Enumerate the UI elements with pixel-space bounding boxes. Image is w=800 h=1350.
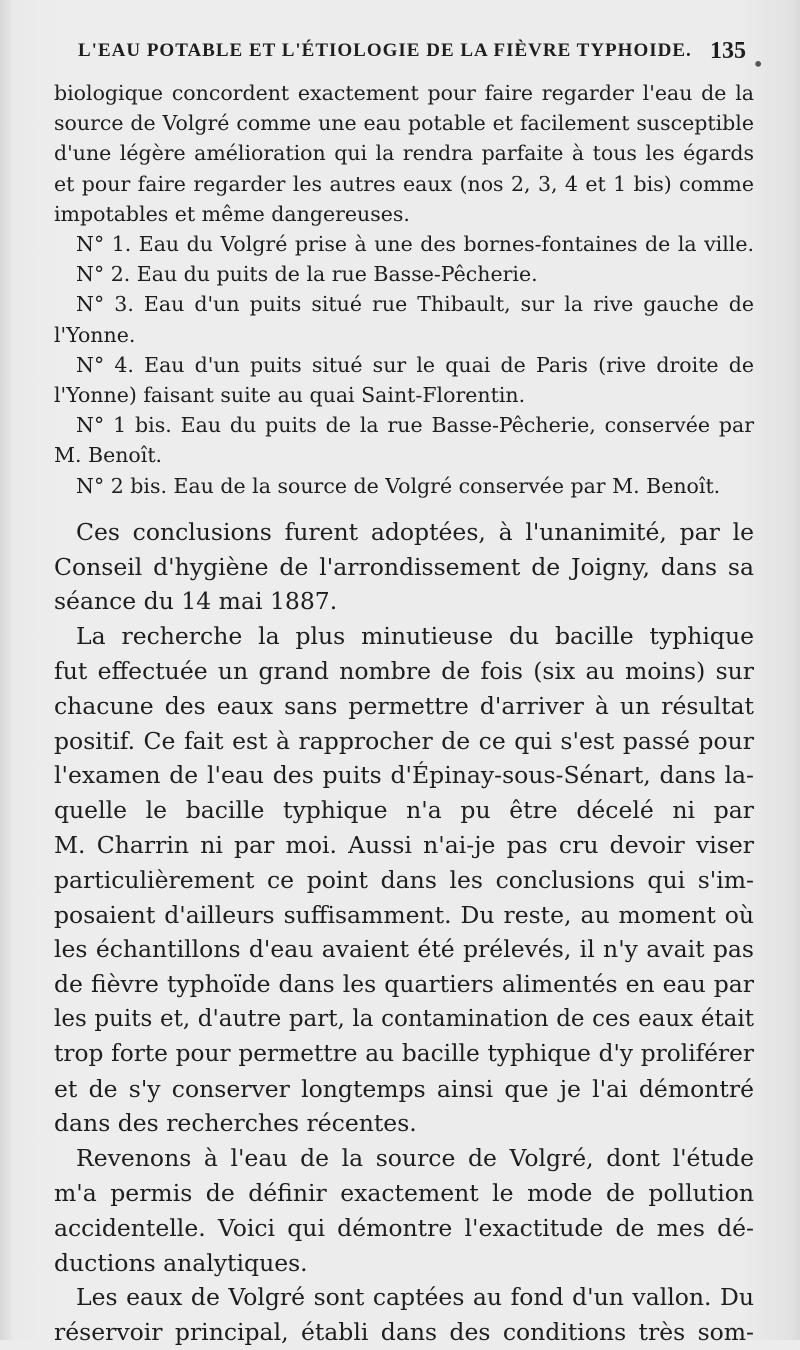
text-line: accidentelle. Voici qui démontre l'exactitude de mes dé- (54, 1213, 754, 1242)
small-print-block (54, 78, 754, 501)
text-line: séance du 14 mai 1887. (54, 587, 338, 616)
text-line: N° 2. Eau du puits de la rue Basse-Pêcherie. (76, 262, 538, 287)
text-line: et de s'y conserver longtemps ainsi que je l'ai démontré (54, 1074, 754, 1103)
text-line: et pour faire regarder les autres eaux (nos 2, 3, 4 et 1 bis) comme (54, 171, 754, 196)
text-line: fut effectuée un grand nombre de fois (six au moins) sur (54, 657, 754, 686)
text-line: d'une légère amélioration qui la rendra parfaite à tous les égards (54, 141, 754, 166)
text-line: ductions analytiques. (54, 1248, 308, 1277)
text-line: trop forte pour permettre au bacille typhique d'y proliférer (54, 1039, 754, 1067)
text-line: l'Yonne) faisant suite au quai Saint-Florentin. (54, 383, 526, 408)
text-line: posaient d'ailleurs suffisamment. Du reste, au moment où (54, 900, 754, 929)
text-line: biologique concordent exactement pour faire regarder l'eau de la (54, 81, 754, 105)
text-line: chacune des eaux sans permettre d'arriver à un résultat (54, 691, 754, 720)
text-line: quelle le bacille typhique n'a pu être décelé ni par (54, 796, 754, 825)
text-line: l'Yonne. (54, 322, 136, 347)
main-text-block (54, 515, 754, 1350)
text-line: Les eaux de Volgré sont captées au fond d'un vallon. Du (76, 1283, 754, 1312)
text-line: N° 2 bis. Eau de la source de Volgré conservée par M. Benoît. (76, 473, 721, 498)
body-text (54, 78, 754, 1350)
text-line: les puits et, d'autre part, la contamination de ces eaux était (54, 1006, 754, 1032)
header-dot: • (752, 52, 764, 76)
text-line: réservoir principal, établi dans des conditions très som- (54, 1318, 754, 1347)
text-line: impotables et même dangereuses. (54, 201, 410, 226)
text-line: l'examen de l'eau des puits d'Épinay-sous-Sénart, dans la- (54, 761, 754, 790)
text-line: La recherche la plus minutieuse du bacille typhique (76, 622, 754, 651)
text-line: dans des recherches récentes. (54, 1109, 417, 1138)
text-line: de fièvre typhoïde dans les quartiers alimentés en eau par (54, 970, 754, 999)
text-line: positif. Ce fait est à rapprocher de ce qui s'est passé pour (54, 726, 754, 755)
text-line: source de Volgré comme une eau potable et facilement susceptible (54, 111, 754, 136)
text-line: N° 3. Eau d'un puits situé rue Thibault, sur la rive gauche de (76, 292, 754, 317)
text-line: particulièrement ce point dans les conclusions qui s'im- (54, 865, 754, 894)
text-line: Ces conclusions furent adoptées, à l'unanimité, par le (76, 517, 754, 546)
text-line: m'a permis de définir exactement le mode de pollution (54, 1178, 754, 1207)
text-line: M. Benoît. (54, 443, 163, 468)
text-line: N° 4. Eau d'un puits situé sur le quai de Paris (rive droite de (76, 352, 754, 377)
text-line: Revenons à l'eau de la source de Volgré, dont l'étude (76, 1144, 754, 1173)
text-line: Conseil d'hygiène de l'arrondissement de Joigny, dans sa (54, 552, 754, 581)
text-line: N° 1. Eau du Volgré prise à une des bornes-fontaines de la ville. (76, 232, 754, 257)
text-line: les échantillons d'eau avaient été prélevés, il n'y avait pas (54, 935, 754, 964)
text-line: M. Charrin ni par moi. Aussi n'ai-je pas cru devoir viser (54, 831, 754, 860)
running-title: L'EAU POTABLE ET L'ÉTIOLOGIE DE LA FIÈVRE TYPHOIDE. (78, 40, 692, 61)
page-header (78, 38, 768, 76)
text-line: N° 1 bis. Eau du puits de la rue Basse-Pêcherie, conservée par (76, 413, 754, 438)
page-number: 135 (710, 38, 746, 64)
